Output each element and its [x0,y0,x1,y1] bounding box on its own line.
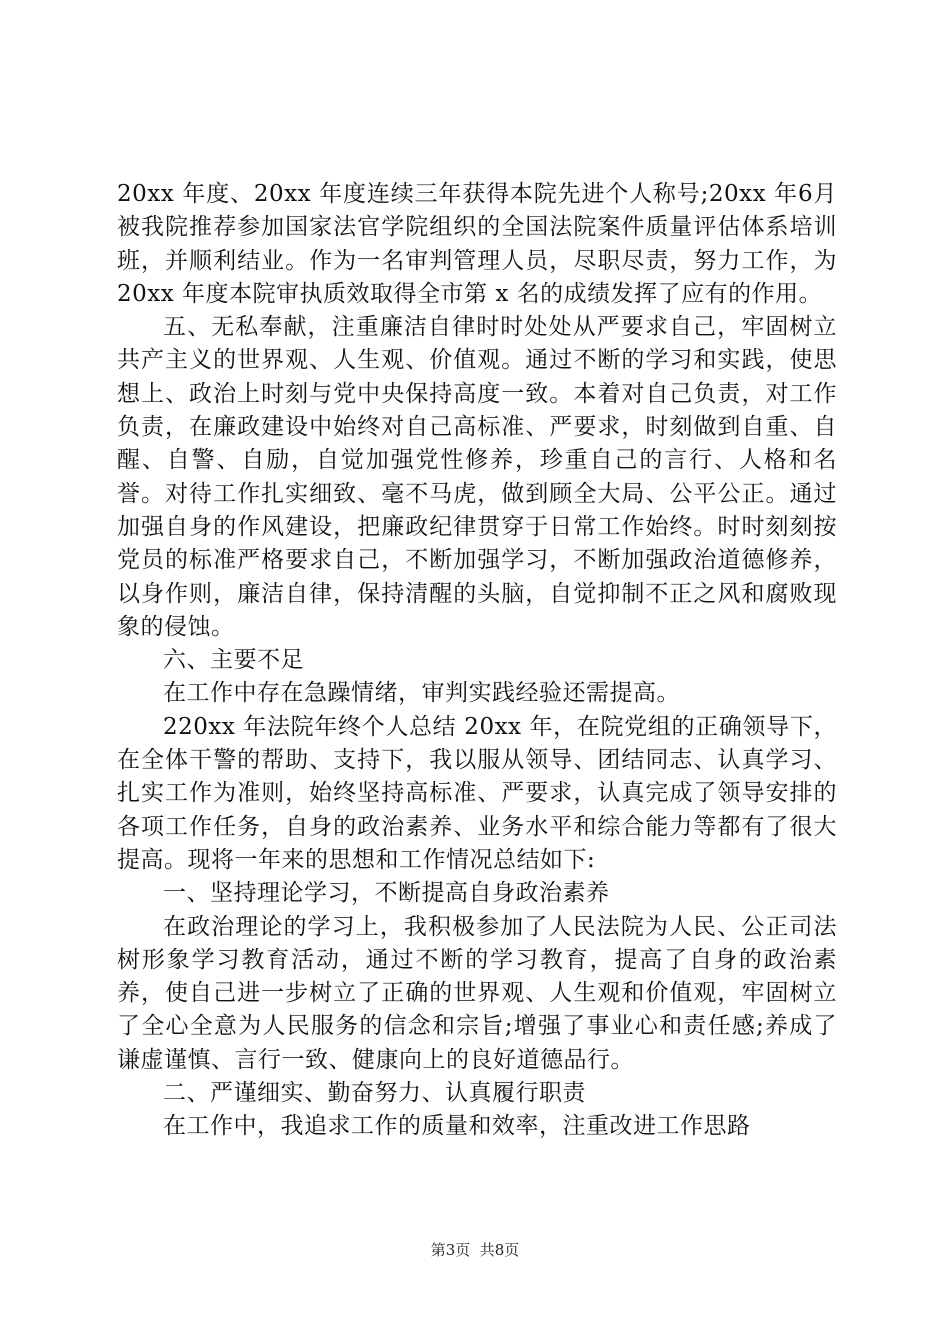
paragraph: 220xx 年法院年终个人总结 20xx 年，在院党组的正确领导下，在全体干警的帮助、支持下，我以服从领导、团结同志、认真学习、扎实工作为准则，始终坚持高标准、严要求，认真完成了领导安排的各项工作任务，自身的政治素养、业务水平和综合能力等都有了很大提高。现将一年来的思想和工作情况总结如下: [117,713,837,873]
section-heading: 一、坚持理论学习，不断提高自身政治素养 [163,880,610,907]
paragraph: 在工作中存在急躁情绪，审判实践经验还需提高。 [163,680,680,707]
paragraph: 在工作中，我追求工作的质量和效率，注重改进工作思路 [163,1113,751,1140]
section-heading: 六、主要不足 [163,647,304,674]
page-footer [0,1240,950,1260]
document-body [117,178,837,1144]
paragraph: 在政治理论的学习上，我积极参加了人民法院为人民、公正司法树形象学习教育活动，通过不断的学习教育，提高了自身的政治素养，使自己进一步树立了正确的世界观、人生观和价值观，牢固树立了全心全意为人民服务的信念和宗旨;增强了事业心和责任感;养成了谦虚谨慎、言行一致、健康向上的良好道德品行。 [117,913,837,1073]
section-heading: 二、严谨细实、勤奋努力、认真履行职责 [163,1080,586,1107]
paragraph: 五、无私奉献，注重廉洁自律时时处处从严要求自己，牢固树立共产主义的世界观、人生观、价值观。通过不断的学习和实践，使思想上、政治上时刻与党中央保持高度一致。本着对自己负责，对工作负责，在廉政建设中始终对自己高标准、严要求，时刻做到自重、自醒、自警、自励，自觉加强党性修养，珍重自己的言行、人格和名誉。对待工作扎实细致、毫不马虎，做到顾全大局、公平公正。通过加强自身的作风建设，把廉政纪律贯穿于日常工作始终。时时刻刻按党员的标准严格要求自己，不断加强学习，不断加强政治道德修养，以身作则，廉洁自律，保持清醒的头脑，自觉抑制不正之风和腐败现象的侵蚀。 [117,314,837,640]
page-number: 第3页 共8页 [430,1241,520,1259]
paragraph: 20xx 年度、20xx 年度连续三年获得本院先进个人称号;20xx 年6月被我院推荐参加国家法官学院组织的全国法院案件质量评估体系培训班，并顺利结业。作为一名审判管理人员，尽职尽责，努力工作，为 20xx 年度本院审执质效取得全市第 x 名的成绩发挥了应有的作用。 [117,181,837,307]
